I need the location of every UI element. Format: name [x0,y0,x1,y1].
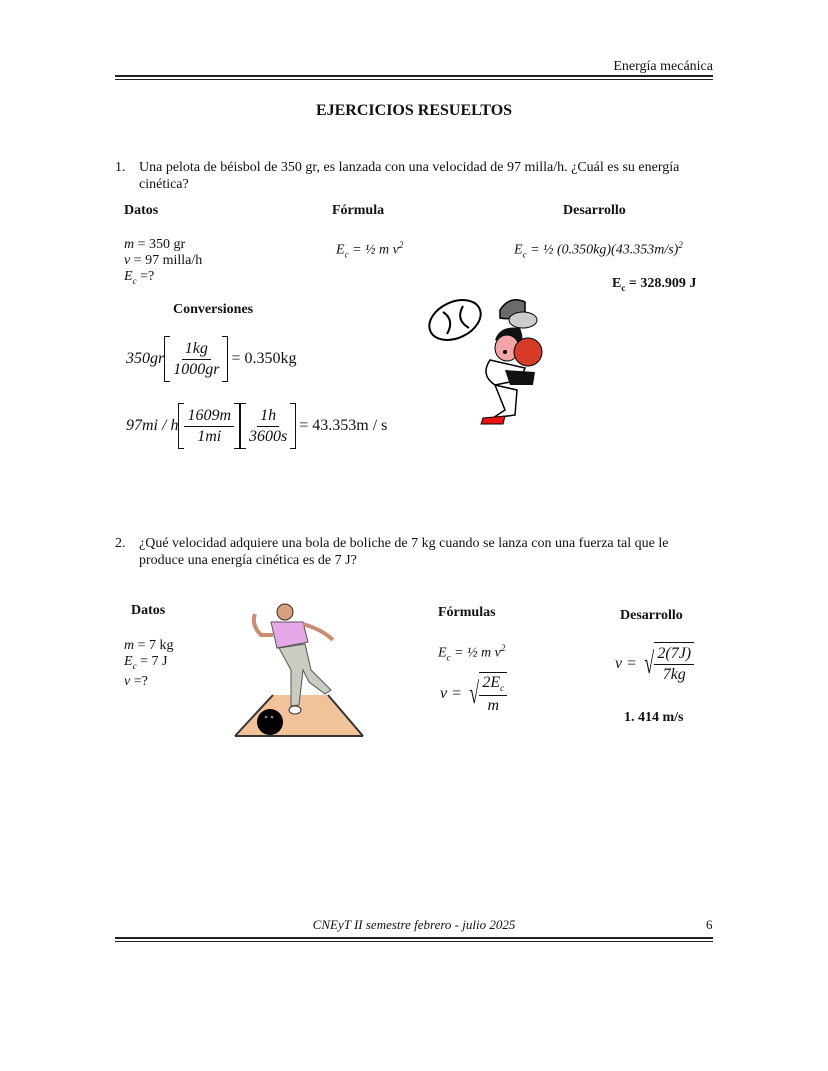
page-number: 6 [706,917,713,932]
question-text: ¿Qué velocidad adquiere una bola de boliche de 7 kg cuando se lanza con una fuerza tal que le produce una energía cinética es de 7 J? [139,536,669,568]
result-energy: $E_c = 328.909$ J [612,276,697,293]
exercise-2-question [115,535,715,569]
datos-heading: Datos [124,203,159,218]
baseball-pitcher-illustration [425,290,550,430]
page-title: EJERCICIOS RESUELTOS [315,102,513,119]
dato-mass: m = 350 gr [124,237,186,252]
running-header: Energía mecánica [613,59,713,74]
desarrollo-heading-2: Desarrollo [620,608,683,623]
conversiones-heading: Conversiones [173,302,254,317]
formula-kinetic-energy: $E_c$ = ½ m $v^2$ [336,240,404,260]
bowler-illustration [233,600,365,740]
desarrollo-velocity: v = √ $\frac{2(7J)}{7kg}$ [615,642,694,686]
desarrollo-heading: Desarrollo [563,203,626,218]
footer-rule [115,937,713,939]
header-rule-thin [115,79,713,80]
exercise-number: 1. [115,160,126,175]
question-text: Una pelota de béisbol de 350 gr, es lanzada con una velocidad de 97 milla/h. ¿Cuál es su energía cinética? [139,160,680,192]
datos-list [124,237,202,289]
conversion-velocity: 97mi / h $\frac{1609m}{1mi}$ $\frac{1h}{3600s}$ = 43.353m / s [126,403,387,449]
exercise-number: 2. [115,536,126,551]
dato-velocity: v = 97 milla/h [124,253,203,268]
datos-heading-2: Datos [131,603,166,618]
header-rule [115,75,713,77]
desarrollo-expression: $E_c$ = ½ $(0.350kg)(43.353m/s)^2$ [514,240,683,260]
result-velocity: 1. 414 m/s [624,710,684,725]
dato-velocity: v =? [124,673,148,689]
dato-energy: $E_c$ =? [124,269,155,286]
formulas-heading: Fórmulas [438,605,496,620]
formula-heading: Fórmula [332,203,385,218]
formula-kinetic-energy-2: $E_c$ = ½ m $v^2$ [438,643,506,663]
dato-mass: m = 7 kg [124,638,174,653]
datos-list-2 [124,638,174,690]
formula-velocity: v = √ $\frac{2E_c}{m}$ [440,672,507,716]
dato-energy: $E_c = 7$ J [124,654,168,671]
conversion-mass: 350gr $\frac{1kg}{1000gr}$ = 0.350kg [126,336,297,382]
exercise-1-question [115,159,715,193]
footer-rule-thin [115,941,713,942]
footer-text: CNEyT II semestre febrero - julio 2025 [312,917,516,932]
